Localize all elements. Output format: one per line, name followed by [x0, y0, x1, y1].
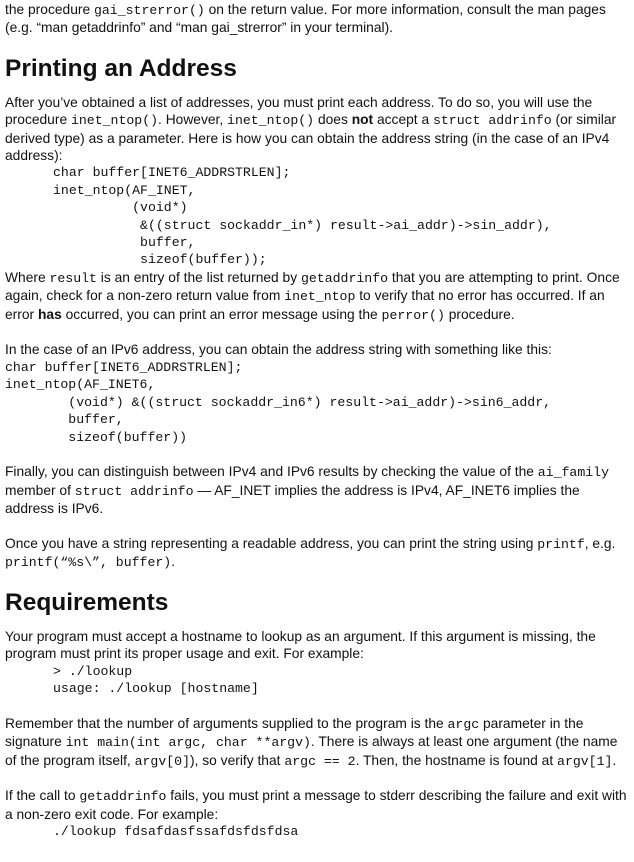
section-heading-printing: Printing an Address — [5, 54, 237, 82]
printing-paragraph-5 — [5, 535, 631, 572]
inline-code: printf — [537, 536, 585, 552]
text-run: the procedure — [5, 2, 94, 17]
text-run: — AF_INET implies the address is IPv4, AF_INET6 implies the address is IPv6. — [5, 482, 580, 517]
inline-code: argv[1] — [557, 753, 613, 769]
requirements-paragraph-3 — [5, 787, 631, 823]
text-run: that you are attempting to print. Once again, check for a non-zero return value from — [5, 269, 620, 304]
section-heading-requirements: Requirements — [5, 588, 169, 616]
text-run: . There is always at least one argument (the name of the program itself, — [5, 734, 618, 768]
intro-paragraph — [5, 1, 631, 37]
inline-code: ai_family — [537, 465, 609, 481]
inline-code: printf(“%s\”, buffer) — [5, 555, 172, 571]
text-run: . — [612, 752, 617, 768]
text-run: occurred, you can print an error message using the — [61, 306, 382, 322]
inline-code: inet_ntop() — [227, 113, 315, 129]
text-run: Where — [5, 269, 50, 285]
text-run: . — [171, 554, 176, 570]
inline-code: int main(int argc, char **argv) — [65, 735, 311, 751]
inline-code: getaddrinfo — [79, 789, 167, 805]
inline-code: argv[0] — [134, 753, 191, 769]
printing-paragraph-1 — [5, 94, 631, 165]
inline-code: argc — [447, 716, 480, 732]
text-run: member of — [5, 482, 75, 498]
inline-code: struct addrinfo — [432, 113, 552, 129]
text-run: Remember that the number of arguments supplied to the program is the — [5, 715, 448, 731]
text-run: on the return value. For more information, consult the man pages (e.g. “man getaddrinfo” and “man gai_strerror” in your terminal). — [5, 2, 606, 36]
text-run: is an entry of the list returned by — [96, 269, 301, 285]
printing-paragraph-2 — [5, 269, 631, 324]
text-run: . However, — [158, 112, 228, 128]
printing-paragraph-3: In the case of an IPv6 address, you can obtain the address string with something like this: — [5, 342, 552, 358]
inline-code: argc == 2 — [284, 753, 356, 769]
text-run: fails, you must print a message to stderr describing the failure and exit with a non-zero exit code. For example: — [5, 788, 627, 822]
inline-code: getaddrinfo — [300, 270, 389, 286]
bold-text: has — [37, 306, 62, 322]
text-run: does — [314, 112, 352, 128]
text-run: After you’ve obtained a list of addresses, you must print each address. To do so, you will use the procedure — [5, 94, 593, 128]
code-block-ipv6: char buffer[INET6_ADDRSTRLEN]; inet_ntop(AF_INET6, (void*) &((struct sockaddr_in6*) result->ai_addr)->sin6_addr, buffer, sizeof(buffer)) — [5, 359, 552, 445]
inline-code: inet_ntop() — [70, 113, 159, 129]
text-run: If the call to — [5, 788, 80, 804]
text-run: , e.g. — [584, 535, 616, 551]
text-run: accept a — [373, 112, 433, 128]
bold-text: not — [351, 112, 374, 128]
printing-paragraph-4 — [5, 463, 631, 517]
text-run: parameter in the signature — [5, 715, 584, 750]
text-run: Once you have a string representing a readable address, you can print the string using — [5, 535, 538, 551]
inline-code: struct addrinfo — [74, 483, 194, 499]
code-block-usage: > ./lookup usage: ./lookup [hostname] — [53, 663, 259, 696]
text-run: . Then, the hostname is found at — [355, 752, 558, 768]
inline-code: result — [49, 270, 97, 286]
inline-code: inet_ntop — [284, 289, 356, 305]
text-run: procedure. — [444, 306, 515, 322]
requirements-paragraph-2 — [5, 715, 631, 770]
text-run: Finally, you can distinguish between IPv4 and IPv6 results by checking the value of the — [5, 464, 538, 480]
code-block-failure: ./lookup fdsafdasfssafdsfdsfdsa — [53, 824, 299, 840]
inline-code: gai_strerror() — [93, 3, 205, 18]
text-run: to verify that no error has occurred. If an error — [5, 288, 605, 322]
text-run: (or similar derived type) as a parameter. Here is how you can obtain the address string (in the case of an IPv4 address): — [5, 112, 617, 164]
text-run: ), so verify that — [190, 752, 285, 768]
requirements-paragraph-1: Your program must accept a hostname to lookup as an argument. If this argument is missing, the program must print its proper usage and exit. For example: — [5, 628, 596, 662]
document-page — [5, 1, 631, 841]
inline-code: perror() — [381, 307, 445, 323]
code-block-ipv4: char buffer[INET6_ADDRSTRLEN]; inet_ntop(AF_INET, (void*) &((struct sockaddr_in*) result->ai_addr)->sin_addr), buffer, sizeof(buffer)); — [53, 165, 552, 268]
